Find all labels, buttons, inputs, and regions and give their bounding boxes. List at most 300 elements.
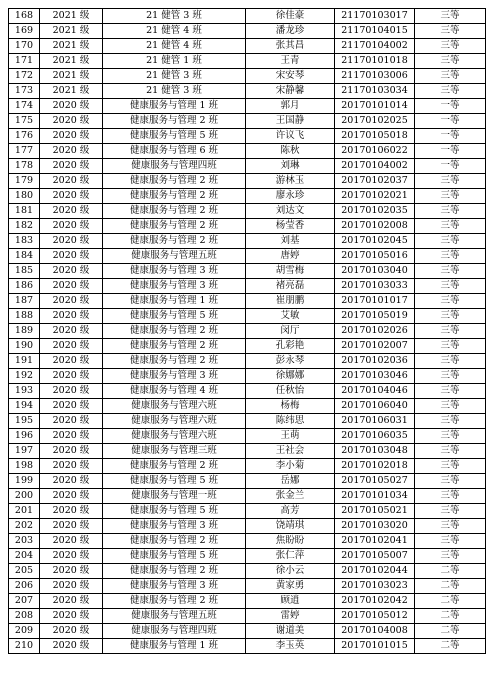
grade-cell: 2020 级 bbox=[40, 459, 103, 474]
student-name-cell: 任秋怡 bbox=[246, 384, 335, 399]
award-level-cell: 二等 bbox=[415, 624, 486, 639]
row-number-cell: 210 bbox=[9, 639, 40, 654]
row-number-cell: 175 bbox=[9, 114, 40, 129]
student-id-cell: 20170102026 bbox=[335, 324, 415, 339]
table-row bbox=[9, 594, 486, 609]
student-id-cell: 20170105012 bbox=[335, 609, 415, 624]
award-level-cell: 三等 bbox=[415, 339, 486, 354]
student-id-cell: 20170103046 bbox=[335, 369, 415, 384]
award-level-cell: 三等 bbox=[415, 294, 486, 309]
grade-cell: 2021 级 bbox=[40, 9, 103, 24]
student-name-cell: 雷婷 bbox=[246, 609, 335, 624]
row-number-cell: 206 bbox=[9, 579, 40, 594]
table-row bbox=[9, 174, 486, 189]
row-number-cell: 207 bbox=[9, 594, 40, 609]
student-name-cell: 高芳 bbox=[246, 504, 335, 519]
class-cell: 21 健管 4 班 bbox=[103, 39, 246, 54]
grade-cell: 2020 级 bbox=[40, 159, 103, 174]
student-name-cell: 张金兰 bbox=[246, 489, 335, 504]
student-name-cell: 王萌 bbox=[246, 429, 335, 444]
award-level-cell: 三等 bbox=[415, 219, 486, 234]
class-cell: 健康服务与管理 2 班 bbox=[103, 324, 246, 339]
table-row bbox=[9, 84, 486, 99]
table-row bbox=[9, 354, 486, 369]
class-cell: 健康服务与管理 1 班 bbox=[103, 99, 246, 114]
award-level-cell: 三等 bbox=[415, 549, 486, 564]
row-number-cell: 183 bbox=[9, 234, 40, 249]
student-id-cell: 20170102008 bbox=[335, 219, 415, 234]
class-cell: 健康服务与管理四班 bbox=[103, 624, 246, 639]
grade-cell: 2020 级 bbox=[40, 594, 103, 609]
award-level-cell: 三等 bbox=[415, 414, 486, 429]
row-number-cell: 201 bbox=[9, 504, 40, 519]
student-name-cell: 黄家勇 bbox=[246, 579, 335, 594]
row-number-cell: 171 bbox=[9, 54, 40, 69]
student-id-cell: 20170103023 bbox=[335, 579, 415, 594]
student-name-cell: 宋安琴 bbox=[246, 69, 335, 84]
student-name-cell: 刘琳 bbox=[246, 159, 335, 174]
grade-cell: 2021 级 bbox=[40, 54, 103, 69]
class-cell: 健康服务与管理 2 班 bbox=[103, 114, 246, 129]
table-row bbox=[9, 234, 486, 249]
student-name-cell: 饶靖琪 bbox=[246, 519, 335, 534]
grade-cell: 2020 级 bbox=[40, 264, 103, 279]
award-level-cell: 三等 bbox=[415, 399, 486, 414]
grade-cell: 2020 级 bbox=[40, 294, 103, 309]
student-name-cell: 谢道美 bbox=[246, 624, 335, 639]
student-id-cell: 20170106040 bbox=[335, 399, 415, 414]
student-id-cell: 20170103048 bbox=[335, 444, 415, 459]
award-level-cell: 三等 bbox=[415, 369, 486, 384]
class-cell: 健康服务与管理 3 班 bbox=[103, 264, 246, 279]
class-cell: 21 健管 1 班 bbox=[103, 54, 246, 69]
student-id-cell: 20170102036 bbox=[335, 354, 415, 369]
grade-cell: 2021 级 bbox=[40, 69, 103, 84]
student-id-cell: 21170103034 bbox=[335, 84, 415, 99]
student-id-cell: 21170104002 bbox=[335, 39, 415, 54]
award-level-cell: 三等 bbox=[415, 489, 486, 504]
award-level-cell: 三等 bbox=[415, 189, 486, 204]
award-level-cell: 三等 bbox=[415, 474, 486, 489]
student-id-cell: 20170105019 bbox=[335, 309, 415, 324]
class-cell: 健康服务与管理 2 班 bbox=[103, 534, 246, 549]
student-name-cell: 艾敏 bbox=[246, 309, 335, 324]
grade-cell: 2020 级 bbox=[40, 339, 103, 354]
student-id-cell: 20170101014 bbox=[335, 99, 415, 114]
student-id-cell: 20170104046 bbox=[335, 384, 415, 399]
table-row bbox=[9, 189, 486, 204]
student-name-cell: 郭月 bbox=[246, 99, 335, 114]
award-level-cell: 一等 bbox=[415, 129, 486, 144]
award-level-cell: 三等 bbox=[415, 354, 486, 369]
class-cell: 21 健管 3 班 bbox=[103, 69, 246, 84]
student-id-cell: 20170102045 bbox=[335, 234, 415, 249]
grade-cell: 2020 级 bbox=[40, 534, 103, 549]
row-number-cell: 174 bbox=[9, 99, 40, 114]
table-row bbox=[9, 54, 486, 69]
grade-cell: 2020 级 bbox=[40, 234, 103, 249]
student-id-cell: 20170105007 bbox=[335, 549, 415, 564]
class-cell: 健康服务与管理 5 班 bbox=[103, 504, 246, 519]
award-level-cell: 三等 bbox=[415, 234, 486, 249]
table-row bbox=[9, 564, 486, 579]
class-cell: 21 健管 3 班 bbox=[103, 9, 246, 24]
student-name-cell: 许议飞 bbox=[246, 129, 335, 144]
student-id-cell: 21170103017 bbox=[335, 9, 415, 24]
award-level-cell: 三等 bbox=[415, 84, 486, 99]
student-name-cell: 彭永琴 bbox=[246, 354, 335, 369]
student-name-cell: 杨莹香 bbox=[246, 219, 335, 234]
table-row bbox=[9, 459, 486, 474]
table-row bbox=[9, 249, 486, 264]
row-number-cell: 196 bbox=[9, 429, 40, 444]
class-cell: 健康服务与管理四班 bbox=[103, 159, 246, 174]
student-id-cell: 20170103040 bbox=[335, 264, 415, 279]
table-row bbox=[9, 414, 486, 429]
student-id-cell: 20170103033 bbox=[335, 279, 415, 294]
table-row bbox=[9, 384, 486, 399]
student-name-cell: 焦盼盼 bbox=[246, 534, 335, 549]
student-id-cell: 20170105018 bbox=[335, 129, 415, 144]
award-level-cell: 三等 bbox=[415, 9, 486, 24]
student-name-cell: 闵厅 bbox=[246, 324, 335, 339]
student-id-cell: 20170106035 bbox=[335, 429, 415, 444]
table-row bbox=[9, 324, 486, 339]
grade-cell: 2021 级 bbox=[40, 84, 103, 99]
student-id-cell: 21170103006 bbox=[335, 69, 415, 84]
student-id-cell: 20170102018 bbox=[335, 459, 415, 474]
grade-cell: 2021 级 bbox=[40, 24, 103, 39]
row-number-cell: 170 bbox=[9, 39, 40, 54]
table-row bbox=[9, 219, 486, 234]
row-number-cell: 209 bbox=[9, 624, 40, 639]
student-name-cell: 顾逍 bbox=[246, 594, 335, 609]
student-name-cell: 褚亮磊 bbox=[246, 279, 335, 294]
student-id-cell: 20170105016 bbox=[335, 249, 415, 264]
grade-cell: 2020 级 bbox=[40, 474, 103, 489]
student-id-cell: 20170102025 bbox=[335, 114, 415, 129]
student-id-cell: 20170103020 bbox=[335, 519, 415, 534]
award-level-cell: 一等 bbox=[415, 114, 486, 129]
class-cell: 健康服务与管理 2 班 bbox=[103, 564, 246, 579]
grade-cell: 2020 级 bbox=[40, 549, 103, 564]
table-row bbox=[9, 429, 486, 444]
table-row bbox=[9, 579, 486, 594]
row-number-cell: 194 bbox=[9, 399, 40, 414]
row-number-cell: 198 bbox=[9, 459, 40, 474]
student-name-cell: 游林玉 bbox=[246, 174, 335, 189]
award-list-table bbox=[8, 8, 486, 654]
table-row bbox=[9, 399, 486, 414]
student-id-cell: 21170101018 bbox=[335, 54, 415, 69]
student-name-cell: 岳娜 bbox=[246, 474, 335, 489]
award-level-cell: 二等 bbox=[415, 579, 486, 594]
row-number-cell: 200 bbox=[9, 489, 40, 504]
student-id-cell: 20170106031 bbox=[335, 414, 415, 429]
grade-cell: 2020 级 bbox=[40, 579, 103, 594]
student-name-cell: 徐娜娜 bbox=[246, 369, 335, 384]
grade-cell: 2020 级 bbox=[40, 384, 103, 399]
class-cell: 健康服务与管理五班 bbox=[103, 249, 246, 264]
row-number-cell: 169 bbox=[9, 24, 40, 39]
class-cell: 健康服务与管理 4 班 bbox=[103, 384, 246, 399]
row-number-cell: 192 bbox=[9, 369, 40, 384]
award-level-cell: 二等 bbox=[415, 594, 486, 609]
class-cell: 21 健管 3 班 bbox=[103, 84, 246, 99]
row-number-cell: 203 bbox=[9, 534, 40, 549]
grade-cell: 2020 级 bbox=[40, 399, 103, 414]
row-number-cell: 180 bbox=[9, 189, 40, 204]
table-row bbox=[9, 309, 486, 324]
grade-cell: 2020 级 bbox=[40, 309, 103, 324]
student-id-cell: 21170104015 bbox=[335, 24, 415, 39]
student-id-cell: 20170102042 bbox=[335, 594, 415, 609]
row-number-cell: 199 bbox=[9, 474, 40, 489]
row-number-cell: 188 bbox=[9, 309, 40, 324]
student-name-cell: 刘达文 bbox=[246, 204, 335, 219]
class-cell: 健康服务与管理 2 班 bbox=[103, 204, 246, 219]
table-row bbox=[9, 279, 486, 294]
grade-cell: 2020 级 bbox=[40, 114, 103, 129]
class-cell: 健康服务与管理 2 班 bbox=[103, 594, 246, 609]
grade-cell: 2020 级 bbox=[40, 429, 103, 444]
row-number-cell: 208 bbox=[9, 609, 40, 624]
table-row bbox=[9, 519, 486, 534]
table-body bbox=[9, 9, 486, 654]
row-number-cell: 172 bbox=[9, 69, 40, 84]
table-row bbox=[9, 24, 486, 39]
award-level-cell: 三等 bbox=[415, 324, 486, 339]
award-level-cell: 三等 bbox=[415, 264, 486, 279]
grade-cell: 2020 级 bbox=[40, 279, 103, 294]
class-cell: 健康服务与管理 2 班 bbox=[103, 354, 246, 369]
award-level-cell: 三等 bbox=[415, 204, 486, 219]
row-number-cell: 168 bbox=[9, 9, 40, 24]
student-name-cell: 唐婷 bbox=[246, 249, 335, 264]
award-level-cell: 三等 bbox=[415, 444, 486, 459]
table-row bbox=[9, 489, 486, 504]
class-cell: 健康服务与管理一班 bbox=[103, 489, 246, 504]
table-row bbox=[9, 69, 486, 84]
award-level-cell: 三等 bbox=[415, 309, 486, 324]
award-level-cell: 三等 bbox=[415, 39, 486, 54]
table-row bbox=[9, 534, 486, 549]
student-id-cell: 20170101017 bbox=[335, 294, 415, 309]
table-row bbox=[9, 129, 486, 144]
row-number-cell: 177 bbox=[9, 144, 40, 159]
class-cell: 健康服务与管理 2 班 bbox=[103, 339, 246, 354]
award-level-cell: 三等 bbox=[415, 174, 486, 189]
class-cell: 健康服务与管理 2 班 bbox=[103, 189, 246, 204]
row-number-cell: 185 bbox=[9, 264, 40, 279]
row-number-cell: 204 bbox=[9, 549, 40, 564]
class-cell: 健康服务与管理三班 bbox=[103, 444, 246, 459]
grade-cell: 2020 级 bbox=[40, 129, 103, 144]
class-cell: 健康服务与管理 6 班 bbox=[103, 144, 246, 159]
student-name-cell: 胡雪梅 bbox=[246, 264, 335, 279]
award-level-cell: 三等 bbox=[415, 279, 486, 294]
award-level-cell: 二等 bbox=[415, 564, 486, 579]
grade-cell: 2020 级 bbox=[40, 144, 103, 159]
class-cell: 健康服务与管理 3 班 bbox=[103, 579, 246, 594]
table-row bbox=[9, 609, 486, 624]
award-level-cell: 三等 bbox=[415, 69, 486, 84]
student-name-cell: 杨梅 bbox=[246, 399, 335, 414]
row-number-cell: 195 bbox=[9, 414, 40, 429]
table-row bbox=[9, 39, 486, 54]
class-cell: 健康服务与管理 1 班 bbox=[103, 294, 246, 309]
class-cell: 健康服务与管理 2 班 bbox=[103, 219, 246, 234]
grade-cell: 2020 级 bbox=[40, 519, 103, 534]
row-number-cell: 181 bbox=[9, 204, 40, 219]
student-name-cell: 王社会 bbox=[246, 444, 335, 459]
grade-cell: 2020 级 bbox=[40, 204, 103, 219]
student-name-cell: 崔朋鹏 bbox=[246, 294, 335, 309]
grade-cell: 2020 级 bbox=[40, 174, 103, 189]
table-row bbox=[9, 144, 486, 159]
class-cell: 健康服务与管理 5 班 bbox=[103, 474, 246, 489]
grade-cell: 2020 级 bbox=[40, 189, 103, 204]
grade-cell: 2020 级 bbox=[40, 219, 103, 234]
table-row bbox=[9, 639, 486, 654]
student-id-cell: 20170101015 bbox=[335, 639, 415, 654]
grade-cell: 2020 级 bbox=[40, 564, 103, 579]
student-id-cell: 20170102041 bbox=[335, 534, 415, 549]
class-cell: 健康服务与管理 1 班 bbox=[103, 639, 246, 654]
student-name-cell: 王青 bbox=[246, 54, 335, 69]
grade-cell: 2020 级 bbox=[40, 324, 103, 339]
student-name-cell: 李玉英 bbox=[246, 639, 335, 654]
table-row bbox=[9, 114, 486, 129]
class-cell: 21 健管 4 班 bbox=[103, 24, 246, 39]
student-id-cell: 20170104002 bbox=[335, 159, 415, 174]
row-number-cell: 186 bbox=[9, 279, 40, 294]
class-cell: 健康服务与管理 5 班 bbox=[103, 129, 246, 144]
table-row bbox=[9, 549, 486, 564]
award-level-cell: 三等 bbox=[415, 54, 486, 69]
student-name-cell: 张仁萍 bbox=[246, 549, 335, 564]
student-id-cell: 20170102007 bbox=[335, 339, 415, 354]
grade-cell: 2020 级 bbox=[40, 609, 103, 624]
table-row bbox=[9, 264, 486, 279]
student-name-cell: 陈秋 bbox=[246, 144, 335, 159]
table-row bbox=[9, 9, 486, 24]
award-level-cell: 一等 bbox=[415, 159, 486, 174]
student-id-cell: 20170102037 bbox=[335, 174, 415, 189]
student-id-cell: 20170105021 bbox=[335, 504, 415, 519]
table-row bbox=[9, 99, 486, 114]
class-cell: 健康服务与管理 2 班 bbox=[103, 234, 246, 249]
table-row bbox=[9, 504, 486, 519]
student-id-cell: 20170102035 bbox=[335, 204, 415, 219]
award-level-cell: 三等 bbox=[415, 459, 486, 474]
table-row bbox=[9, 294, 486, 309]
table-row bbox=[9, 159, 486, 174]
award-level-cell: 二等 bbox=[415, 639, 486, 654]
row-number-cell: 205 bbox=[9, 564, 40, 579]
row-number-cell: 178 bbox=[9, 159, 40, 174]
grade-cell: 2020 级 bbox=[40, 249, 103, 264]
student-name-cell: 刘基 bbox=[246, 234, 335, 249]
row-number-cell: 179 bbox=[9, 174, 40, 189]
student-id-cell: 20170106022 bbox=[335, 144, 415, 159]
table-row bbox=[9, 624, 486, 639]
class-cell: 健康服务与管理 2 班 bbox=[103, 459, 246, 474]
grade-cell: 2020 级 bbox=[40, 639, 103, 654]
student-name-cell: 孔彩艳 bbox=[246, 339, 335, 354]
award-level-cell: 一等 bbox=[415, 144, 486, 159]
table-row bbox=[9, 444, 486, 459]
student-name-cell: 张其昌 bbox=[246, 39, 335, 54]
student-id-cell: 20170102044 bbox=[335, 564, 415, 579]
grade-cell: 2020 级 bbox=[40, 414, 103, 429]
class-cell: 健康服务与管理六班 bbox=[103, 429, 246, 444]
award-level-cell: 三等 bbox=[415, 504, 486, 519]
student-id-cell: 20170102021 bbox=[335, 189, 415, 204]
award-level-cell: 三等 bbox=[415, 384, 486, 399]
award-level-cell: 三等 bbox=[415, 519, 486, 534]
class-cell: 健康服务与管理 3 班 bbox=[103, 279, 246, 294]
class-cell: 健康服务与管理五班 bbox=[103, 609, 246, 624]
grade-cell: 2020 级 bbox=[40, 99, 103, 114]
row-number-cell: 176 bbox=[9, 129, 40, 144]
row-number-cell: 184 bbox=[9, 249, 40, 264]
student-name-cell: 徐小云 bbox=[246, 564, 335, 579]
student-name-cell: 宋静馨 bbox=[246, 84, 335, 99]
class-cell: 健康服务与管理 3 班 bbox=[103, 519, 246, 534]
award-level-cell: 三等 bbox=[415, 429, 486, 444]
table-row bbox=[9, 474, 486, 489]
student-name-cell: 潘龙珍 bbox=[246, 24, 335, 39]
award-level-cell: 一等 bbox=[415, 99, 486, 114]
student-id-cell: 20170101034 bbox=[335, 489, 415, 504]
grade-cell: 2021 级 bbox=[40, 39, 103, 54]
student-name-cell: 徐佳豪 bbox=[246, 9, 335, 24]
row-number-cell: 197 bbox=[9, 444, 40, 459]
student-name-cell: 王国静 bbox=[246, 114, 335, 129]
grade-cell: 2020 级 bbox=[40, 489, 103, 504]
student-name-cell: 陈纬思 bbox=[246, 414, 335, 429]
table-row bbox=[9, 339, 486, 354]
grade-cell: 2020 级 bbox=[40, 369, 103, 384]
row-number-cell: 187 bbox=[9, 294, 40, 309]
award-level-cell: 三等 bbox=[415, 249, 486, 264]
row-number-cell: 173 bbox=[9, 84, 40, 99]
student-name-cell: 廖永珍 bbox=[246, 189, 335, 204]
row-number-cell: 189 bbox=[9, 324, 40, 339]
row-number-cell: 202 bbox=[9, 519, 40, 534]
class-cell: 健康服务与管理 3 班 bbox=[103, 369, 246, 384]
student-id-cell: 20170105027 bbox=[335, 474, 415, 489]
student-name-cell: 李小菊 bbox=[246, 459, 335, 474]
class-cell: 健康服务与管理 5 班 bbox=[103, 309, 246, 324]
grade-cell: 2020 级 bbox=[40, 444, 103, 459]
student-id-cell: 20170104008 bbox=[335, 624, 415, 639]
award-level-cell: 二等 bbox=[415, 609, 486, 624]
row-number-cell: 193 bbox=[9, 384, 40, 399]
class-cell: 健康服务与管理六班 bbox=[103, 399, 246, 414]
table-row bbox=[9, 369, 486, 384]
row-number-cell: 182 bbox=[9, 219, 40, 234]
row-number-cell: 190 bbox=[9, 339, 40, 354]
grade-cell: 2020 级 bbox=[40, 624, 103, 639]
table-row bbox=[9, 204, 486, 219]
class-cell: 健康服务与管理六班 bbox=[103, 414, 246, 429]
award-level-cell: 三等 bbox=[415, 24, 486, 39]
class-cell: 健康服务与管理 5 班 bbox=[103, 549, 246, 564]
grade-cell: 2020 级 bbox=[40, 504, 103, 519]
row-number-cell: 191 bbox=[9, 354, 40, 369]
